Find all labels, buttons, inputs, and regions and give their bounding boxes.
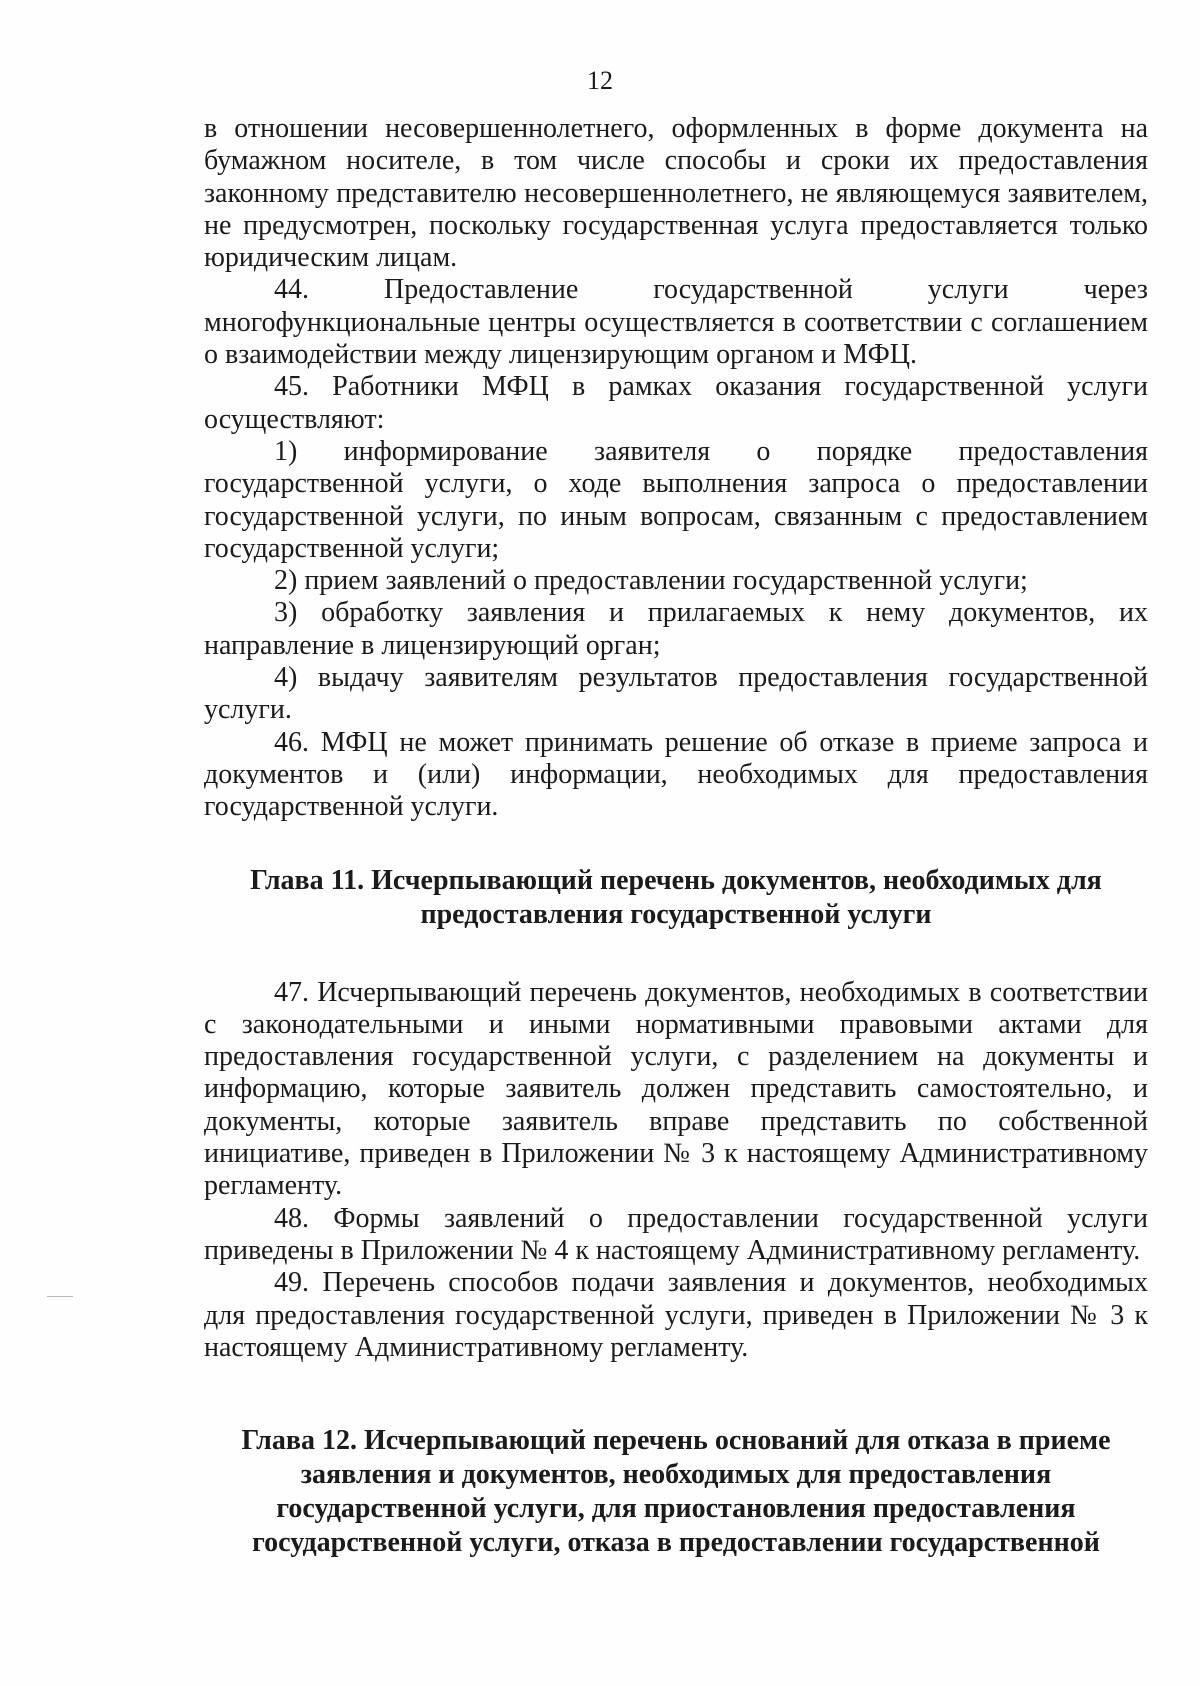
chapter-11-heading-line-2: предоставления государственной услуги [420,898,932,930]
list-item-4: 4) выдачу заявителям результатов предоставления государственной услуги. [204,662,1148,726]
paragraph-47: 47. Исчерпывающий перечень документов, необходимых в соответствии с законодательными и иными нормативными правовыми актами для предоставления государственной услуги, с разделением на документы и информацию, которые заявитель должен представить самостоятельно, и документы, которые заявитель вправе представить по собственной инициативе, приведен в Приложении № 3 к настоящему Административному регламенту. [204,976,1148,1202]
chapter-12-heading-line-2: заявления и документов, необходимых для предоставления [300,1459,1052,1491]
paragraph-46: 46. МФЦ не может принимать решение об отказе в приеме запроса и документов и (или) информации, необходимых для предоставления государственной услуги. [204,726,1148,823]
paragraph-44: 44. Предоставление государственной услуги через многофункциональные центры осуществляется в соответствии с соглашением о взаимодействии между лицензирующим органом и МФЦ. [204,274,1148,371]
scan-artifact [47,1296,73,1297]
chapter-11-heading [204,864,1148,932]
chapter-12-heading [204,1424,1148,1560]
document-body [204,113,1148,1560]
page-number: 12 [587,66,613,95]
chapter-12-heading-line-1: Глава 12. Исчерпывающий перечень оснований для отказа в приеме [241,1425,1111,1457]
chapter-12-heading-line-4: государственной услуги, отказа в предоставлении государственной [252,1527,1100,1559]
chapter-12-heading-line-3: государственной услуги, для приостановления предоставления [276,1493,1076,1525]
paragraph-49: 49. Перечень способов подачи заявления и документов, необходимых для предоставления государственной услуги, приведен в Приложении № 3 к настоящему Административному регламенту. [204,1267,1148,1363]
list-item-1: 1) информирование заявителя о порядке предоставления государственной услуги, о ходе выполнения запроса о предоставлении государственной услуги, по иным вопросам, связанным с предоставлением государственной услуги; [204,435,1148,564]
paragraph-48: 48. Формы заявлений о предоставлении государственной услуги приведены в Приложении № 4 к настоящему Административному регламенту. [204,1202,1148,1266]
paragraph-45: 45. Работники МФЦ в рамках оказания государственной услуги осуществляют: [204,371,1148,435]
list-item-3: 3) обработку заявления и прилагаемых к нему документов, их направление в лицензирующий орган; [204,597,1148,661]
chapter-11-heading-line-1: Глава 11. Исчерпывающий перечень документов, необходимых для [250,864,1102,896]
paragraph-continuation: в отношении несовершеннолетнего, оформленных в форме документа на бумажном носителе, в том числе способы и сроки их предоставления законному представителю несовершеннолетнего, не являющемуся заявителем, не предусмотрен, поскольку государственная услуга предоставляется только юридическим лицам. [204,113,1148,274]
list-item-2: 2) прием заявлений о предоставлении государственной услуги; [274,565,1028,597]
